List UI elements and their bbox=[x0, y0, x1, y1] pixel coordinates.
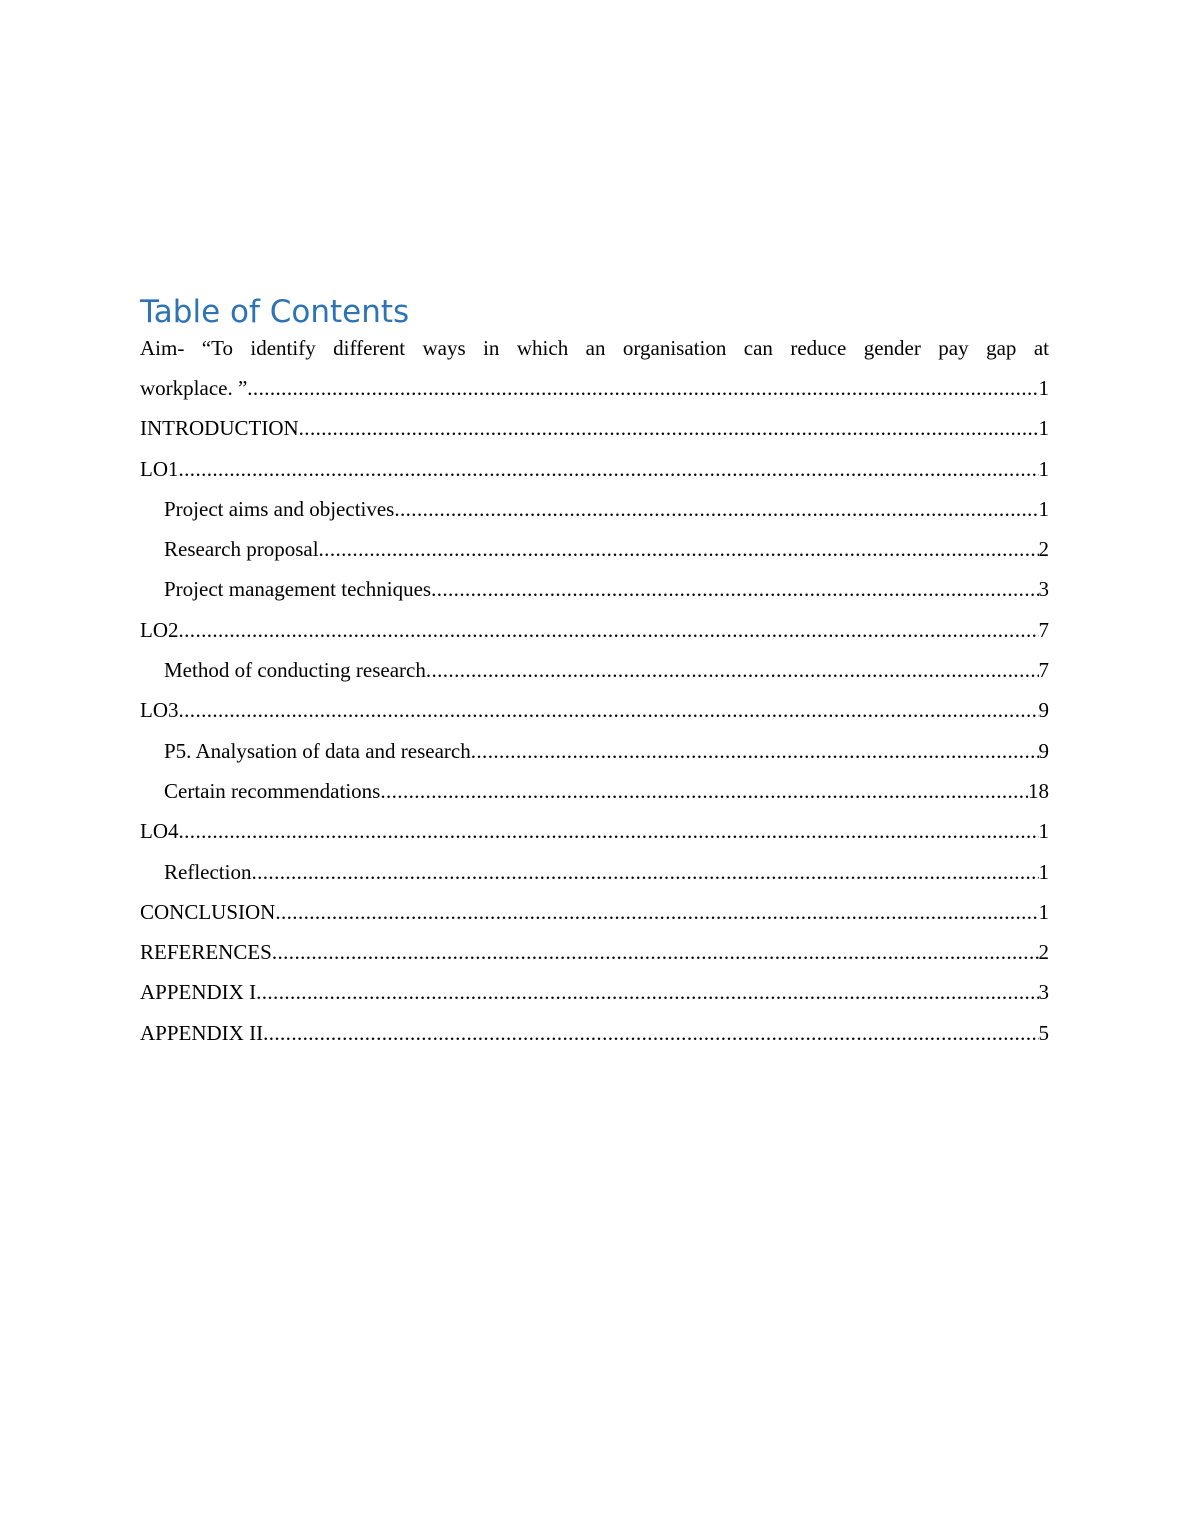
page-number: 9 bbox=[1038, 698, 1049, 723]
toc-entry-appendix-ii[interactable] bbox=[140, 1017, 1049, 1057]
dot-leader bbox=[256, 976, 1038, 1008]
dot-leader bbox=[380, 775, 1028, 807]
entry-label: Certain recommendations bbox=[164, 778, 381, 803]
dot-leader bbox=[275, 896, 1038, 928]
page-number: 2 bbox=[1038, 940, 1049, 965]
dot-leader bbox=[179, 614, 1039, 646]
entry-label: LO3 bbox=[140, 698, 179, 723]
toc-entry-project-management-techniques[interactable] bbox=[140, 573, 1049, 613]
dot-leader bbox=[431, 573, 1038, 605]
page-number: 1 bbox=[1038, 859, 1049, 884]
entry-label: Project management techniques bbox=[164, 577, 432, 602]
dot-leader bbox=[179, 453, 1039, 485]
page-number: 2 bbox=[1038, 537, 1049, 562]
dot-leader bbox=[251, 856, 1038, 888]
entry-label: Research proposal bbox=[164, 537, 319, 562]
page-number: 1 bbox=[1038, 819, 1049, 844]
toc-entry-aim[interactable] bbox=[140, 332, 1049, 412]
dot-leader bbox=[263, 1017, 1038, 1049]
page-number: 1 bbox=[1038, 496, 1049, 521]
entry-label: APPENDIX II bbox=[140, 1020, 264, 1045]
toc-entry-lo2[interactable] bbox=[140, 614, 1049, 654]
dot-leader bbox=[247, 372, 1038, 404]
table-of-contents bbox=[140, 292, 1049, 1057]
dot-leader bbox=[394, 493, 1038, 525]
dot-leader bbox=[299, 412, 1039, 444]
entry-label: LO2 bbox=[140, 617, 179, 642]
toc-entry-lo3[interactable] bbox=[140, 694, 1049, 734]
page-number: 3 bbox=[1038, 980, 1049, 1005]
toc-entry-lo1[interactable] bbox=[140, 453, 1049, 493]
toc-entry-method-of-conducting-research[interactable] bbox=[140, 654, 1049, 694]
toc-entry-analysation-of-data[interactable] bbox=[140, 735, 1049, 775]
dot-leader bbox=[179, 694, 1039, 726]
entry-label: Reflection bbox=[164, 859, 252, 884]
page-number: 1 bbox=[1038, 456, 1049, 481]
aim-text-line2: workplace. ” bbox=[140, 376, 248, 400]
page-number: 3 bbox=[1038, 577, 1049, 602]
entry-label: LO4 bbox=[140, 819, 179, 844]
page-number: 18 bbox=[1028, 778, 1049, 803]
toc-entry-conclusion[interactable] bbox=[140, 896, 1049, 936]
page-number: 7 bbox=[1038, 658, 1049, 683]
entry-label: INTRODUCTION bbox=[140, 416, 299, 441]
entry-label: CONCLUSION bbox=[140, 899, 276, 924]
toc-entry-appendix-i[interactable] bbox=[140, 976, 1049, 1016]
toc-entry-certain-recommendations[interactable] bbox=[140, 775, 1049, 815]
toc-entry-references[interactable] bbox=[140, 936, 1049, 976]
dot-leader bbox=[272, 936, 1039, 968]
page-number: 1 bbox=[1038, 376, 1049, 400]
entry-label: APPENDIX I bbox=[140, 980, 257, 1005]
dot-leader bbox=[319, 533, 1039, 565]
page-number: 7 bbox=[1038, 617, 1049, 642]
toc-heading: Table of Contents bbox=[140, 294, 410, 330]
toc-entry-introduction[interactable] bbox=[140, 412, 1049, 452]
dot-leader bbox=[471, 735, 1039, 767]
dot-leader bbox=[179, 815, 1039, 847]
toc-entry-research-proposal[interactable] bbox=[140, 533, 1049, 573]
page-number: 9 bbox=[1038, 738, 1049, 763]
toc-entry-reflection[interactable] bbox=[140, 856, 1049, 896]
toc-entry-lo4[interactable] bbox=[140, 815, 1049, 855]
page-number: 1 bbox=[1038, 416, 1049, 441]
entry-label: Project aims and objectives bbox=[164, 496, 395, 521]
aim-text-line1: Aim- “To identify different ways in which an organisation can reduce gender pay gap at bbox=[140, 336, 1049, 360]
aim-text-line2-row bbox=[140, 372, 1049, 412]
entry-label: REFERENCES bbox=[140, 940, 272, 965]
dot-leader bbox=[426, 654, 1039, 686]
entry-label: P5. Analysation of data and research bbox=[164, 738, 471, 763]
entry-label: LO1 bbox=[140, 456, 179, 481]
entry-label: Method of conducting research bbox=[164, 658, 426, 683]
page-number: 1 bbox=[1038, 899, 1049, 924]
page-number: 5 bbox=[1038, 1020, 1049, 1045]
toc-entry-project-aims-and-objectives[interactable] bbox=[140, 493, 1049, 533]
